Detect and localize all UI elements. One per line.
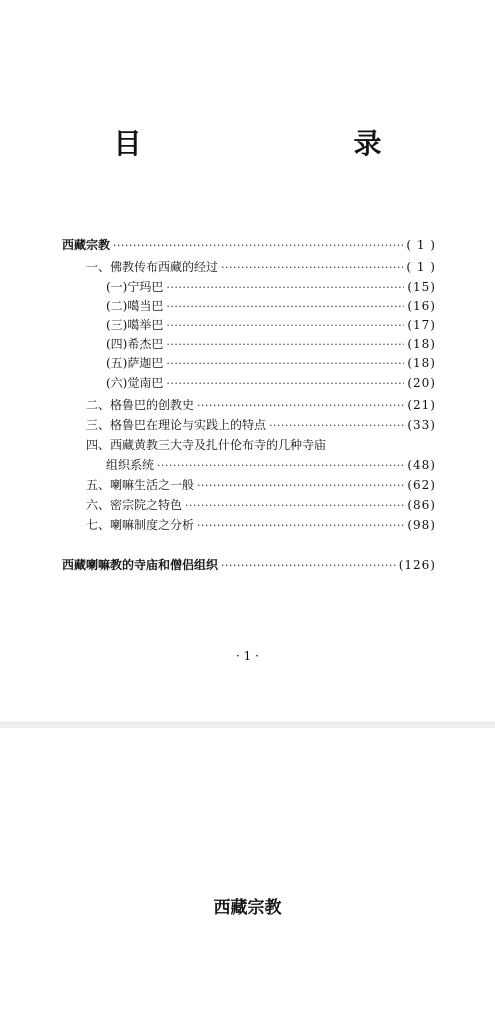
toc-entry-page: ( 1 ): [406, 238, 436, 252]
toc-entry[interactable]: [106, 278, 436, 296]
toc-entry-page: (126): [398, 558, 436, 572]
toc-entry-label: (六)觉南巴: [106, 376, 164, 390]
toc-entry-page: (16): [407, 299, 436, 313]
leader-dots: [166, 355, 404, 373]
leader-dots: [157, 457, 404, 475]
toc-entry[interactable]: [106, 456, 436, 474]
toc-entry-page: (15): [407, 280, 436, 294]
leader-dots: [221, 259, 403, 277]
toc-entry-label: 组织系统: [106, 458, 155, 472]
leader-dots: [113, 237, 403, 255]
toc-entry-label: 七、喇嘛制度之分析: [86, 518, 195, 532]
leader-dots: [197, 477, 404, 495]
toc-entry-label: 六、密宗院之特色: [86, 498, 183, 512]
toc-entry[interactable]: [106, 297, 436, 315]
leader-dots: [185, 497, 404, 515]
toc-entry[interactable]: [62, 556, 436, 574]
toc-entry-label: (一)宁玛巴: [106, 280, 164, 294]
toc-entry-page: (20): [407, 376, 436, 390]
toc-entry-page: ( 1 ): [406, 260, 436, 274]
chapter-page: [0, 728, 495, 1024]
toc-entry-label: 四、西藏黄教三大寺及扎什伦布寺的几种寺庙: [86, 438, 327, 452]
chapter-title: 西藏宗教: [213, 898, 282, 918]
toc-entry-label: 二、格鲁巴的创教史: [86, 398, 195, 412]
toc-entry-page: (86): [407, 498, 436, 512]
toc-entry-page: (62): [407, 478, 436, 492]
leader-dots: [221, 557, 396, 575]
toc-entry[interactable]: [106, 335, 436, 353]
toc-entry-page: (33): [407, 418, 436, 432]
leader-dots: [166, 298, 404, 316]
toc-entry-label: 西藏喇嘛教的寺庙和僧侣组织: [62, 558, 219, 572]
toc-entry-label: 西藏宗教: [62, 238, 111, 252]
toc-entry[interactable]: [86, 396, 436, 414]
toc-entry[interactable]: [86, 416, 436, 434]
toc-entry-label: (二)噶当巴: [106, 299, 164, 313]
leader-dots: [166, 375, 404, 393]
leader-dots: [166, 317, 404, 335]
toc-entry[interactable]: [106, 354, 436, 372]
toc-entry-page: (18): [407, 356, 436, 370]
toc-entry-label: (三)噶举巴: [106, 318, 164, 332]
toc-entry-label: (五)萨迦巴: [106, 356, 164, 370]
page-number: · 1 ·: [236, 649, 259, 663]
toc-entry[interactable]: [86, 436, 436, 454]
toc-entry[interactable]: [86, 496, 436, 514]
toc-entry[interactable]: [106, 316, 436, 334]
toc-entry-label: 五、喇嘛生活之一般: [86, 478, 195, 492]
toc-title: 目 录: [113, 127, 434, 160]
toc-entry-label: (四)希杰巴: [106, 337, 164, 351]
toc-entry-page: (48): [407, 458, 436, 472]
toc-entry-label: 一、佛教传布西藏的经过: [86, 260, 219, 274]
toc-entry-page: (17): [407, 318, 436, 332]
toc-entry-label: 三、格鲁巴在理论与实践上的特点: [86, 418, 267, 432]
toc-entry[interactable]: [86, 476, 436, 494]
leader-dots: [197, 517, 404, 535]
leader-dots: [166, 336, 404, 354]
toc-entry-page: (18): [407, 337, 436, 351]
leader-dots: [166, 279, 404, 297]
toc-entry-page: (98): [407, 518, 436, 532]
toc-entry[interactable]: [62, 236, 436, 254]
toc-entry-page: (21): [407, 398, 436, 412]
leader-dots: [197, 397, 404, 415]
toc-entry[interactable]: [86, 258, 436, 276]
leader-dots: [269, 417, 404, 435]
toc-entry[interactable]: [106, 374, 436, 392]
toc-entry[interactable]: [86, 516, 436, 534]
